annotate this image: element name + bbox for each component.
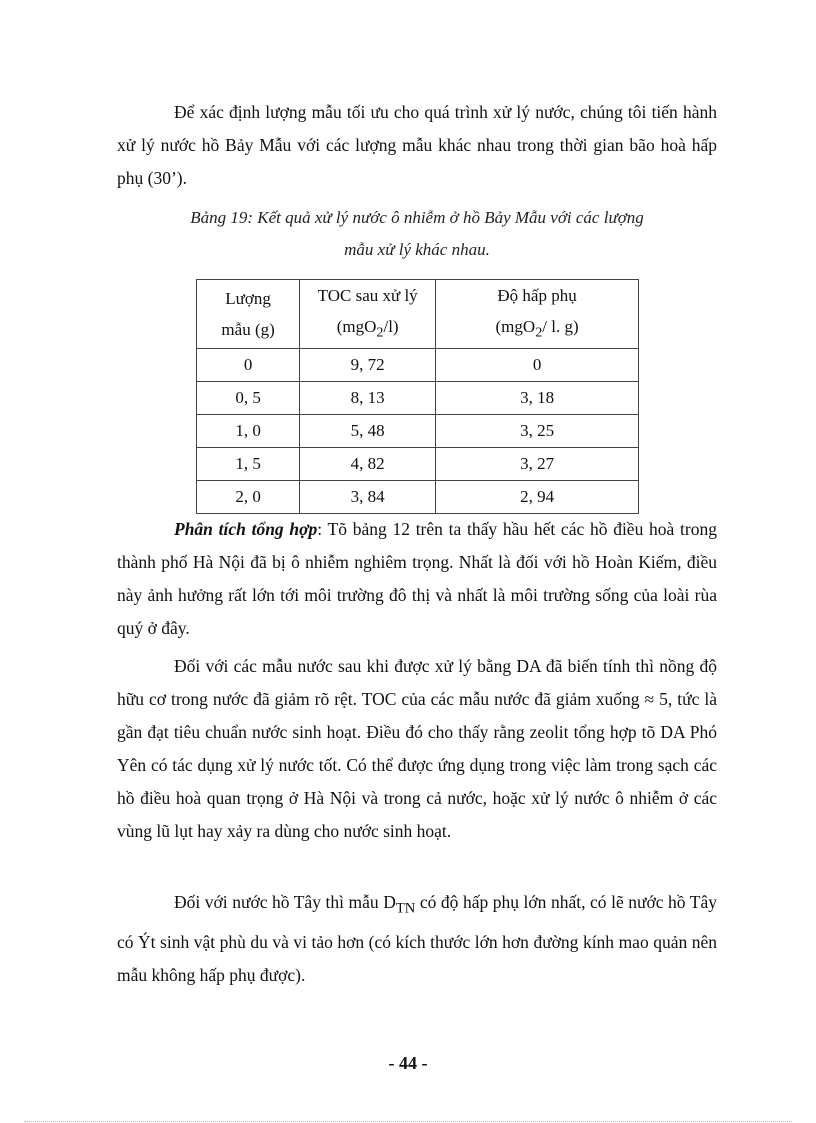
- cell-sample: 0: [197, 349, 300, 382]
- table-row: [197, 415, 639, 448]
- cell-toc: 8, 13: [300, 382, 436, 415]
- analysis-heading: Phân tích tổng hợp: [174, 519, 318, 539]
- cell-adsorption: 3, 27: [436, 448, 639, 481]
- west-lake-paragraph: Đối với nước hồ Tây thì mẫu $D_{TN}$ có độ hấp phụ lớn nhất, có lẽ nước hồ Tây có Ýt sinh vật phù du và vi tảo hơn (có kích thước lớn hơn đường kính mao quản nên mẫu không hấp phụ được).: [117, 892, 717, 985]
- cell-sample: 1, 0: [197, 415, 300, 448]
- table-caption: [117, 202, 717, 266]
- cell-sample: 2, 0: [197, 481, 300, 514]
- cell-toc: 3, 84: [300, 481, 436, 514]
- caption-line-1: Bảng 19: Kết quả xử lý nước ô nhiễm ở hồ Bảy Mẫu với các lượng: [190, 208, 644, 227]
- cell-toc: 4, 82: [300, 448, 436, 481]
- page-number: - 44 -: [388, 1053, 428, 1073]
- analysis-text: : Tõ bảng 12 trên ta thấy hầu hết các hồ điều hoà trong thành phố Hà Nội đã bị ô nhiễm nghiêm trọng. Nhất là đối với hồ Hoàn Kiếm, điều này ảnh hưởng rất lớn tới môi trường đô thị và nhất là môi trường sống của loài rùa quý ở đây.: [117, 519, 717, 638]
- cell-toc: 9, 72: [300, 349, 436, 382]
- cell-sample: 0, 5: [197, 382, 300, 415]
- cell-sample: 1, 5: [197, 448, 300, 481]
- results-table: [196, 279, 639, 514]
- analysis-paragraph: [117, 513, 717, 645]
- table-row: [197, 481, 639, 514]
- cell-adsorption: 0: [436, 349, 639, 382]
- table-header-row: [197, 280, 639, 349]
- header-sample-amount: Lượng mẫu (g): [197, 280, 300, 349]
- cell-toc: 5, 48: [300, 415, 436, 448]
- header-adsorption: Độ hấp phụ (mgO$_2$/ l. g): [436, 280, 639, 349]
- cell-adsorption: 2, 94: [436, 481, 639, 514]
- bottom-divider: [24, 1121, 792, 1122]
- intro-paragraph: Để xác định lượng mẫu tối ưu cho quá trình xử lý nước, chúng tôi tiến hành xử lý nước hồ Bảy Mẫu với các lượng mẫu khác nhau trong thời gian bão hoà hấp phụ (30’).: [117, 102, 717, 188]
- header-toc: TOC sau xử lý (mgO$_2$/l): [300, 280, 436, 349]
- treatment-paragraph: Đối với các mẫu nước sau khi được xử lý bằng DA đã biến tính thì nồng độ hữu cơ trong nước đã giảm rõ rệt. TOC của các mẫu nước đã giảm xuống ≈ 5, tức là gần đạt tiêu chuẩn nước sinh hoạt. Điều đó cho thấy rằng zeolit tổng hợp tõ DA Phó Yên có tác dụng xử lý nước tốt. Có thể được ứng dụng trong việc làm trong sạch các hồ điều hoà quan trọng ở Hà Nội và trong cả nước, hoặc xử lý nước ô nhiễm ở các vùng lũ lụt hay xảy ra dùng cho nước sinh hoạt.: [117, 656, 717, 841]
- caption-line-2: mẫu xử lý khác nhau.: [344, 240, 490, 259]
- table-row: [197, 349, 639, 382]
- cell-adsorption: 3, 25: [436, 415, 639, 448]
- table-row: [197, 382, 639, 415]
- cell-adsorption: 3, 18: [436, 382, 639, 415]
- table-row: [197, 448, 639, 481]
